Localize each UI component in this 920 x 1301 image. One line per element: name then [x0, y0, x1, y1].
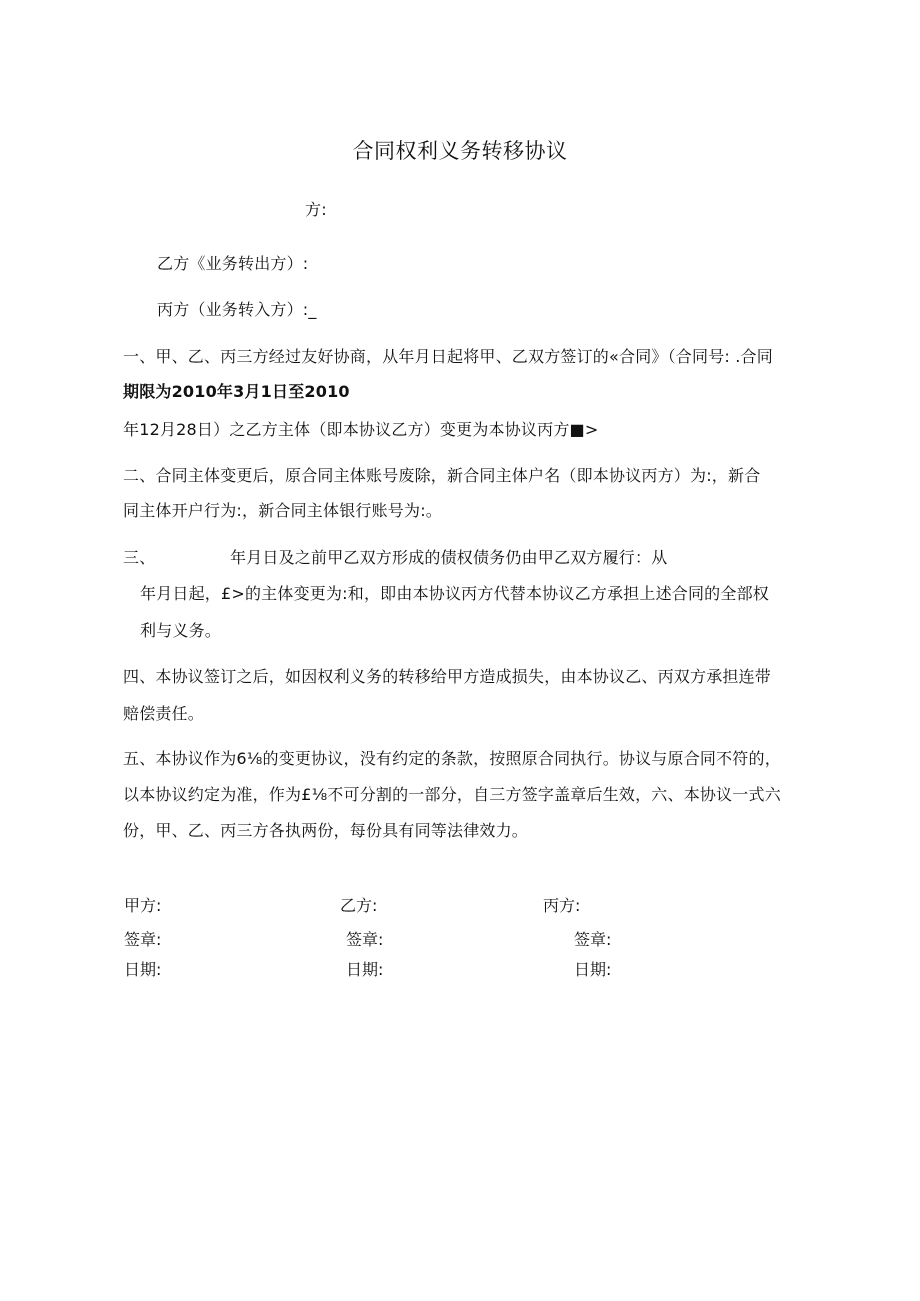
signature-party-c: 丙方:	[543, 896, 581, 915]
signature-party-b: 乙方:	[340, 896, 378, 915]
clause-2-line-2: 同主体开户行为:，新合同主体银行账号为:。	[123, 501, 442, 520]
date-party-c: 日期:	[574, 960, 612, 979]
party-c-line: 丙方（业务转入方）:_	[157, 300, 317, 319]
clause-3-line-3: 利与义务。	[140, 621, 222, 640]
clause-1-line-2: 期限为2010年3月1日至2010	[123, 382, 350, 401]
clause-1-line-1: 一、甲、乙、丙三方经过友好协商，从年月日起将甲、乙双方签订的«合同》（合同号: .合同	[123, 347, 773, 366]
party-b-line: 乙方《业务转出方）:	[157, 254, 309, 273]
party-a-label: 方:	[305, 200, 327, 219]
signature-party-a: 甲方:	[124, 896, 162, 915]
seal-party-c: 签章:	[574, 930, 612, 949]
seal-party-a: 签章:	[124, 930, 162, 949]
clause-3-line-1: 年月日及之前甲乙双方形成的债权债务仍由甲乙双方履行：从	[230, 548, 668, 567]
clause-4-line-2: 赔偿责任。	[123, 704, 205, 723]
clause-2-line-1: 二、合同主体变更后，原合同主体账号废除，新合同主体户名（即本协议丙方）为:，新合	[123, 466, 761, 485]
clause-5-line-1: 五、本协议作为6⅛的变更协议，没有约定的条款，按照原合同执行。协议与原合同不符的，	[123, 749, 781, 768]
document-title: 合同权利义务转移协议	[352, 139, 568, 163]
date-party-a: 日期:	[124, 960, 162, 979]
date-party-b: 日期:	[346, 960, 384, 979]
clause-4-line-1: 四、本协议签订之后，如因权利义务的转移给甲方造成损失，由本协议乙、丙双方承担连带	[123, 667, 772, 686]
clause-3-line-2: 年月日起，£>的主体变更为:和，即由本协议丙方代替本协议乙方承担上述合同的全部权	[140, 584, 769, 603]
clause-5-line-2: 以本协议约定为准，作为£⅛不可分割的一部分，自三方签字盖章后生效，六、本协议一式六	[123, 785, 781, 804]
clause-3-prefix: 三、	[123, 548, 156, 567]
seal-party-b: 签章:	[346, 930, 384, 949]
clause-5-line-3: 份，甲、乙、丙三方各执两份，每份具有同等法律效力。	[123, 821, 529, 840]
clause-1-line-3: 年12月28日）之乙方主体（即本协议乙方）变更为本协议丙方■>	[123, 420, 599, 439]
